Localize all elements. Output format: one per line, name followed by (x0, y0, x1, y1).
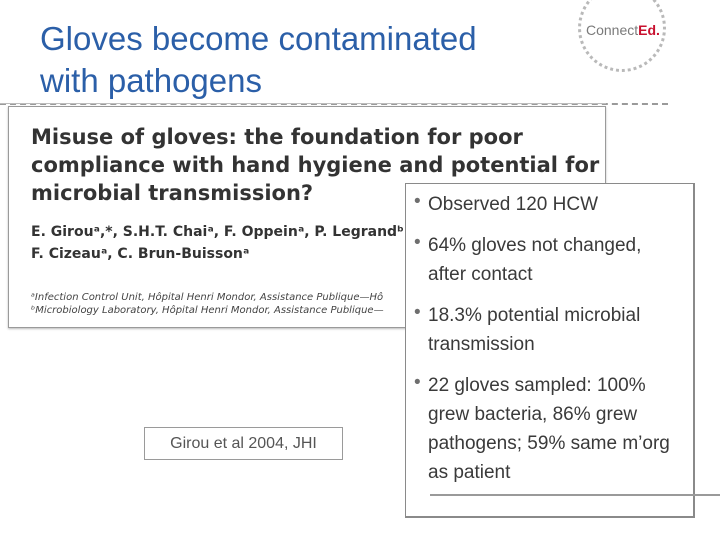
bullet-item: • Observed 120 HCW (412, 190, 683, 219)
bullet-item: • 64% gloves not changed, after contact (412, 231, 683, 289)
bullet-item: • 18.3% potential microbial transmission (412, 301, 683, 359)
paper-authors-line-2: F. Cizeauᵃ, C. Brun-Buissonᵃ (31, 246, 250, 262)
slide-title-line-1: Gloves become contaminated (40, 20, 477, 57)
logo-text-main: Connect (586, 22, 639, 38)
paper-title: Misuse of gloves: the foundation for poor compliance with hand hygiene and potential for microbial transmission? (31, 125, 600, 205)
paper-affiliation-2: ᵇMicrobiology Laboratory, Hôpital Henri Mondor, Assistance Publique— (31, 305, 384, 316)
citation-box: Girou et al 2004, JHI (144, 427, 343, 460)
slide-title (40, 18, 560, 102)
findings-bullet-box (405, 183, 695, 518)
connected-logo (578, 0, 670, 76)
paper-affiliation-1: ᵃInfection Control Unit, Hôpital Henri Mondor, Assistance Publique—Hô (31, 292, 384, 303)
slide-title-line-2: with pathogens (40, 62, 262, 99)
footer-rule (430, 494, 720, 496)
logo-text (586, 22, 660, 38)
bullet-item: • 22 gloves sampled: 100% grew bacteria, 86% grew pathogens; 59% same m’org as patient (412, 371, 683, 487)
logo-text-accent: Ed. (638, 22, 660, 38)
paper-authors-line-1: E. Girouᵃ,*, S.H.T. Chaiᵃ, F. Oppeinᵃ, P. Legrandᵇ (31, 224, 404, 240)
header-divider-solid (0, 103, 606, 104)
